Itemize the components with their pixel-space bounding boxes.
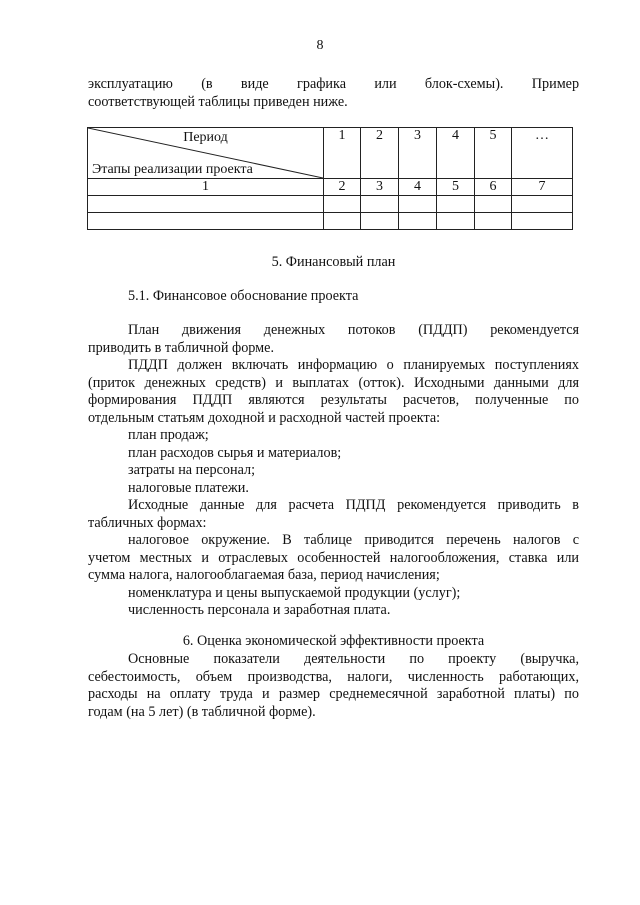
period-label: Период [183, 130, 228, 145]
p3-line-2: табличных формах: [88, 514, 207, 531]
table-cell [88, 213, 324, 230]
p4-line-2: учетом местных и отраслевых особенностей налогообложения, ставка или [88, 549, 579, 566]
numbering-cell: 2 [324, 179, 361, 196]
word: графика [297, 76, 347, 92]
project-stages-table [87, 127, 573, 230]
table-numbering-row [88, 179, 573, 196]
p2-line-4: отдельным статьям доходной и расходной частей проекта: [88, 409, 441, 426]
list-item: номенклатура и цены выпускаемой продукции (услуг); [128, 584, 461, 601]
period-header-cell: 4 [437, 128, 475, 179]
table-cell [324, 213, 361, 230]
s6-line-2: себестоимость, объем производства, налоги, численность работающих, [88, 668, 579, 685]
section-5-heading: 5. Финансовый план [271, 254, 396, 270]
list-item: затраты на персонал; [128, 462, 256, 478]
word: денежных [263, 322, 326, 338]
word: (ПДДП) [418, 322, 468, 338]
diagonal-header-cell [88, 128, 324, 179]
word: эксплуатацию [88, 76, 173, 92]
list-item: численность персонала и заработная плата. [128, 602, 391, 618]
word: (в [201, 76, 213, 92]
numbering-cell: 5 [437, 179, 475, 196]
p1-line-1 [88, 322, 579, 340]
table-cell [399, 196, 437, 213]
p1-line-2: приводить в табличной форме. [88, 339, 274, 356]
p2-line-3: формирования ПДДП являются результаты расчетов, полученные по [88, 392, 579, 408]
word: блок-схемы). [424, 76, 504, 92]
intro-line-1 [88, 76, 579, 94]
s6-line-3: расходы на оплату труда и размер среднемесячной заработной платы) по [88, 686, 579, 702]
s6-line-4: годам (на 5 лет) (в табличной форме). [88, 703, 316, 720]
list-item: план продаж; [128, 427, 209, 443]
p4-line-3: сумма налога, налогооблагаемая база, период начисления; [88, 567, 440, 583]
p2-line-2: (приток денежных средств) и выплатах (отток). Исходными данными для [88, 374, 579, 391]
period-header-cell: 5 [475, 128, 512, 179]
word: План [128, 322, 160, 338]
intro-line-2: соответствующей таблицы приведен ниже. [88, 93, 348, 110]
stages-label: Этапы реализации проекта [92, 162, 253, 177]
section-5-1-heading: 5.1. Финансовое обоснование проекта [128, 288, 359, 304]
table-row [88, 196, 573, 213]
table-cell [475, 213, 512, 230]
period-header-cell: 2 [361, 128, 399, 179]
s6-line-1: Основные показатели деятельности по проекту (выручка, [128, 651, 579, 667]
section-5-body [88, 322, 579, 620]
p3-line-1: Исходные данные для расчета ПДПД рекомендуется приводить в [128, 497, 579, 513]
table-row [88, 213, 573, 230]
word: виде [240, 76, 269, 92]
table-cell [437, 213, 475, 230]
p2-line-1: ПДДП должен включать информацию о планируемых поступлениях [128, 357, 579, 373]
table-cell [324, 196, 361, 213]
word: Пример [531, 76, 580, 92]
numbering-cell: 3 [361, 179, 399, 196]
numbering-cell: 1 [88, 179, 324, 196]
p4-line-1: налоговое окружение. В таблице приводится перечень налогов с [128, 532, 579, 548]
word: рекомендуется [490, 322, 580, 338]
period-header-cell: … [512, 128, 573, 179]
section-6-body [88, 651, 579, 721]
section-6-heading: 6. Оценка экономической эффективности проекта [182, 633, 485, 649]
list-item: налоговые платежи. [128, 479, 249, 496]
table-header-row [88, 128, 573, 179]
word: или [374, 76, 397, 92]
table-cell [437, 196, 475, 213]
word: потоков [347, 322, 396, 338]
intro-paragraph [88, 76, 579, 111]
period-header-cell: 1 [324, 128, 361, 179]
table-cell [475, 196, 512, 213]
word: движения [181, 322, 242, 338]
table-cell [399, 213, 437, 230]
table-cell [361, 196, 399, 213]
table-cell [361, 213, 399, 230]
period-header-cell: 3 [399, 128, 437, 179]
list-item: план расходов сырья и материалов; [128, 444, 342, 461]
numbering-cell: 6 [475, 179, 512, 196]
table-cell [88, 196, 324, 213]
numbering-cell: 7 [512, 179, 573, 196]
numbering-cell: 4 [399, 179, 437, 196]
table-cell [512, 196, 573, 213]
table-cell [512, 213, 573, 230]
page-number: 8 [316, 38, 324, 53]
